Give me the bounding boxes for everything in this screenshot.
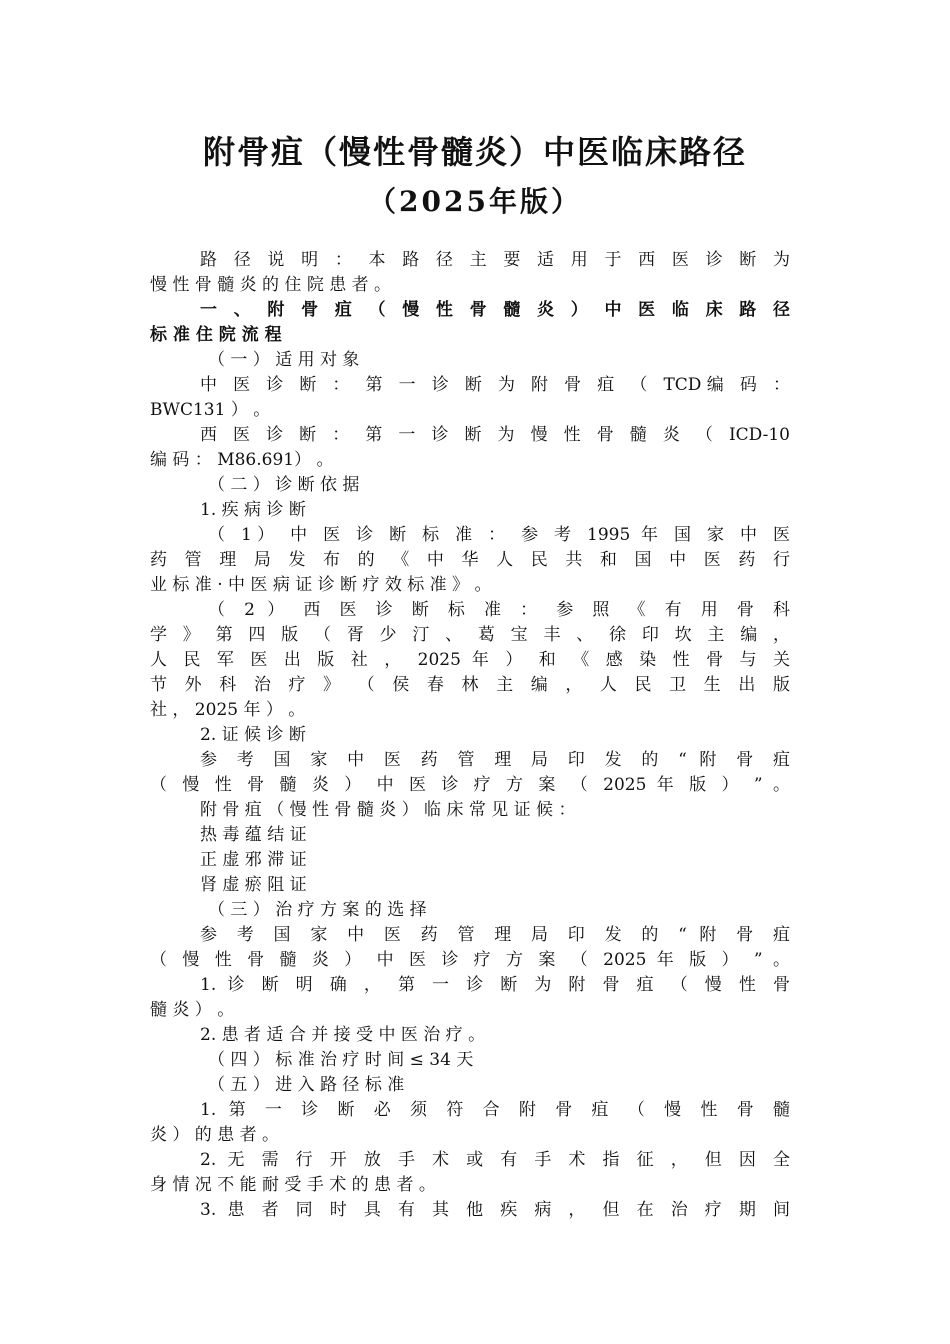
subsection-heading: （ 一 ） 适 用 对 象 [208,350,360,370]
text-line: 3. 患 者 同 时 具 有 其 他 疾 病 ， 但 在 治 疗 期 间 [200,1200,790,1220]
text-line: 节 外 科 治 疗 》 （ 侯 春 林 主 编 ， 人 民 卫 生 出 版 [150,675,790,695]
text-line: 学 》 第 四 版 （ 胥 少 汀 、 葛 宝 丰 、 徐 印 坎 主 编 ， [150,625,790,645]
text-line: 西 医 诊 断 ： 第 一 诊 断 为 慢 性 骨 髓 炎 （ ICD-10 [200,425,790,445]
section-heading: 标 准 住 院 流 程 [150,325,282,345]
text-line: 1. 诊 断 明 确 ， 第 一 诊 断 为 附 骨 疽 （ 慢 性 骨 [200,975,790,995]
section-heading: 一 、 附 骨 疽 （ 慢 性 骨 髓 炎 ） 中 医 临 床 路 径 [200,300,790,320]
text-line: 慢 性 骨 髓 炎 的 住 院 患 者 。 [150,275,392,295]
text-line: 人 民 军 医 出 版 社 ， 2025 年 ） 和 《 感 染 性 骨 与 关 [150,650,790,670]
subsection-heading: （ 二 ） 诊 断 依 据 [208,475,360,495]
text-line: 业 标 准 · 中 医 病 证 诊 断 疗 效 标 准 》 。 [150,575,492,595]
text-line: 肾 虚 瘀 阻 证 [200,875,307,895]
document-body [150,248,790,1223]
text-line: 社 ， 2025 年 ） 。 [150,700,306,720]
text-line: 1. 疾 病 诊 断 [200,500,306,520]
text-line: （ 2 ） 西 医 诊 断 标 准 ： 参 照 《 有 用 骨 科 [208,600,790,620]
text-line: （ 1） 中 医 诊 断 标 准 ： 参 考 1995 年 国 家 中 医 [208,525,790,545]
text-line: 附 骨 疽 （ 慢 性 骨 髓 炎 ） 临 床 常 见 证 候 ： [200,800,576,820]
subsection-heading: （ 四 ） 标 准 治 疗 时 间 ≤ 34 天 [208,1050,474,1070]
text-line: 路 径 说 明 ： 本 路 径 主 要 适 用 于 西 医 诊 断 为 [200,250,790,270]
text-line: 髓 炎 ） 。 [150,1000,235,1020]
text-line: 热 毒 蕴 结 证 [200,825,307,845]
text-line: （ 慢 性 骨 髓 炎 ） 中 医 诊 疗 方 案 （ 2025 年 版 ） ” 。 [150,950,790,970]
text-line: 正 虚 邪 滞 证 [200,850,307,870]
text-line: （ 慢 性 骨 髓 炎 ） 中 医 诊 疗 方 案 （ 2025 年 版 ） ” 。 [150,775,790,795]
text-line: 中 医 诊 断 ： 第 一 诊 断 为 附 骨 疽 （ TCD编 码 ： [200,375,790,395]
subsection-heading: （ 三 ） 治 疗 方 案 的 选 择 [208,900,427,920]
document-title: 附骨疽（慢性骨髓炎）中医临床路径 [202,133,747,171]
text-line: 参 考 国 家 中 医 药 管 理 局 印 发 的 “ 附 骨 疽 [200,925,790,945]
text-line: 1. 第 一 诊 断 必 须 符 合 附 骨 疽 （ 慢 性 骨 髓 [200,1100,790,1120]
text-line: 炎 ） 的 患 者 。 [150,1125,280,1145]
text-line: 身 情 况 不 能 耐 受 手 术 的 患 者 。 [150,1175,436,1195]
text-line: 参 考 国 家 中 医 药 管 理 局 印 发 的 “ 附 骨 疽 [200,750,790,770]
text-line: 2. 无 需 行 开 放 手 术 或 有 手 术 指 征 ， 但 因 全 [200,1150,790,1170]
text-line: 2. 证 候 诊 断 [200,725,306,745]
document-subtitle: （2025年版） [368,185,582,218]
text-line: 药 管 理 局 发 布 的 《 中 华 人 民 共 和 国 中 医 药 行 [150,550,790,570]
text-line: BWC131 ） 。 [150,400,271,420]
subsection-heading: （ 五 ） 进 入 路 径 标 准 [208,1075,405,1095]
text-line: 编 码 ： M86.691） 。 [150,450,334,470]
text-line: 2. 患 者 适 合 并 接 受 中 医 治 疗 。 [200,1025,486,1045]
